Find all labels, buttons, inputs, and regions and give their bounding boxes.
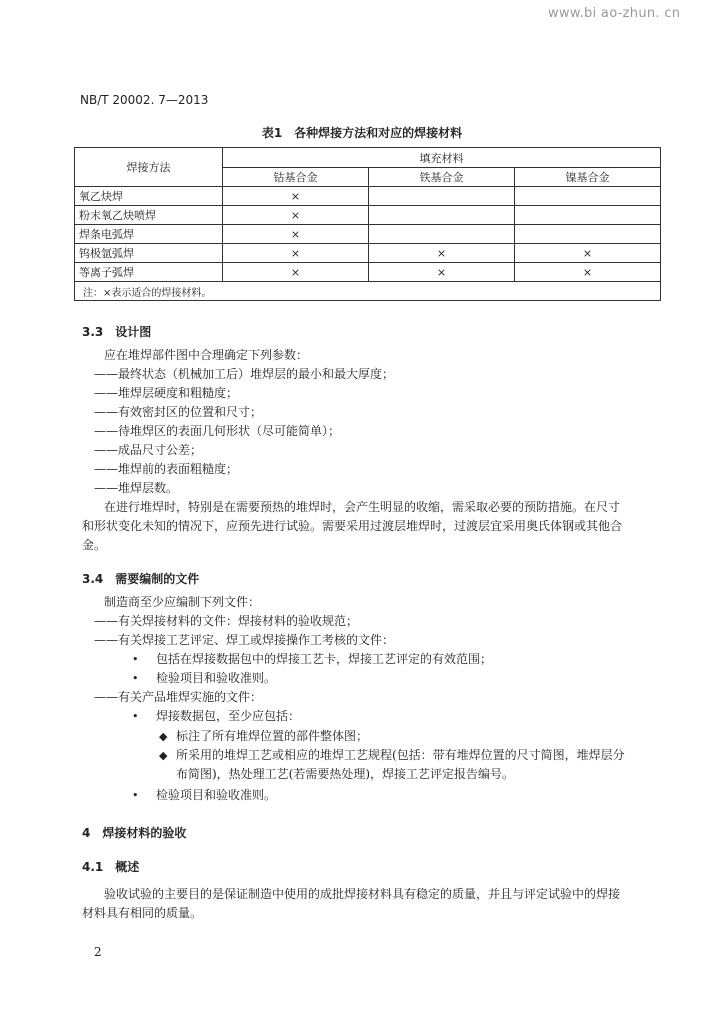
list-item: ——有关焊接工艺评定、焊工或焊接操作工考核的文件：: [94, 633, 395, 647]
cell-mark: ×: [515, 244, 661, 263]
row-method: 等离子弧焊: [75, 263, 223, 282]
table-note: 注：×表示适合的焊接材料。: [75, 282, 661, 301]
watermark: www.bi ao-zhun. cn: [548, 6, 681, 21]
list-item: 标注了所有堆焊位置的部件整体图；: [176, 729, 369, 743]
document-number: NB/T 20002. 7—2013: [80, 93, 209, 107]
cell-mark: [515, 206, 661, 225]
cell-mark: ×: [223, 187, 369, 206]
cell-mark: [369, 206, 515, 225]
bullet-icon: •: [132, 789, 139, 802]
header-iron-alloy: 铁基合金: [369, 168, 515, 187]
paragraph-line: 应在堆焊部件图中合理确定下列参数：: [104, 348, 309, 362]
list-item: ——有关产品堆焊实施的文件：: [94, 690, 263, 704]
paragraph-line: 验收试验的主要目的是保证制造中使用的成批焊接材料具有稳定的质量，并且与评定试验中的焊接: [104, 887, 621, 901]
list-item: ——待堆焊区的表面几何形状（尽可能简单）；: [94, 424, 341, 438]
list-item: 所采用的堆焊工艺或相应的堆焊工艺规程(包括：带有堆焊位置的尺寸简图，堆焊层分: [176, 748, 625, 762]
paragraph-text: 和形状变化未知的情况下，应预先进行试验。需要采用过渡层堆焊时，过渡层宜采用奥氏体钢或其他合: [82, 519, 623, 533]
paragraph-text: 在进行堆焊时，特别是在需要预热的堆焊时，会产生明显的收缩，需采取必要的预防措施。在尺寸: [104, 500, 621, 514]
diamond-icon: ◆: [159, 730, 168, 743]
paragraph-line: 材料具有相同的质量。: [82, 906, 203, 920]
table-row: [75, 263, 661, 282]
cell-mark: [369, 225, 515, 244]
table-row: [75, 206, 661, 225]
table-row: [75, 187, 661, 206]
section-3-3-heading: 3.3 设计图: [82, 325, 152, 339]
cell-mark: ×: [369, 263, 515, 282]
section-4-heading: 4 焊接材料的验收: [82, 826, 187, 840]
list-item: ——最终状态（机械加工后）堆焊层的最小和最大厚度；: [94, 367, 395, 381]
paragraph-line: [104, 498, 620, 517]
cell-mark: [515, 187, 661, 206]
list-item: 检验项目和验收准则。: [156, 788, 277, 802]
header-welding-method: 焊接方法: [75, 148, 223, 187]
bullet-icon: •: [132, 672, 139, 685]
paragraph-line: [82, 536, 106, 555]
cell-mark: ×: [223, 225, 369, 244]
paragraph-line: [82, 517, 622, 536]
cell-mark: ×: [223, 263, 369, 282]
table-row: [75, 244, 661, 263]
list-item: ——堆焊前的表面粗糙度；: [94, 462, 239, 476]
list-item: ——堆焊层数。: [94, 481, 179, 495]
list-item: ——堆焊层硬度和粗糙度；: [94, 386, 239, 400]
list-item: 检验项目和验收准则。: [156, 671, 277, 685]
bullet-icon: •: [132, 653, 139, 666]
welding-materials-table: [74, 147, 661, 301]
header-filler-material: 填充材料: [223, 148, 661, 168]
diamond-icon: ◆: [159, 749, 168, 762]
row-method: 焊条电弧焊: [75, 225, 223, 244]
paragraph-text: 金。: [82, 538, 107, 552]
header-cobalt-alloy: 钴基合金: [223, 168, 369, 187]
page-number: 2: [94, 945, 102, 959]
parameter-list: [94, 365, 394, 498]
cell-mark: [369, 187, 515, 206]
bullet-icon: •: [132, 710, 139, 723]
header-nickel-alloy: 镍基合金: [515, 168, 661, 187]
table-title: 表1 各种焊接方法和对应的焊接材料: [261, 126, 463, 140]
list-item: ——有效密封区的位置和尺寸；: [94, 405, 263, 419]
row-method: 钨极氩弧焊: [75, 244, 223, 263]
list-item: 焊接数据包，至少应包括：: [156, 709, 301, 723]
cell-mark: ×: [369, 244, 515, 263]
cell-mark: [515, 225, 661, 244]
cell-mark: ×: [223, 206, 369, 225]
list-item: 布简图)，热处理工艺(若需要热处理)，焊接工艺评定报告编号。: [176, 767, 515, 781]
section-4-1-heading: 4.1 概述: [82, 860, 140, 874]
list-item: 包括在焊接数据包中的焊接工艺卡，焊接工艺评定的有效范围；: [156, 652, 493, 666]
table-row: [75, 225, 661, 244]
section-3-4-heading: 3.4 需要编制的文件: [82, 572, 200, 586]
cell-mark: ×: [515, 263, 661, 282]
paragraph-line: 制造商至少应编制下列文件：: [104, 595, 261, 609]
row-method: 氧乙炔焊: [75, 187, 223, 206]
cell-mark: ×: [223, 244, 369, 263]
list-item: ——有关焊接材料的文件：焊接材料的验收规范；: [94, 614, 359, 628]
list-item: ——成品尺寸公差；: [94, 443, 203, 457]
row-method: 粉末氧乙炔喷焊: [75, 206, 223, 225]
section-3-3-body: [104, 346, 308, 365]
